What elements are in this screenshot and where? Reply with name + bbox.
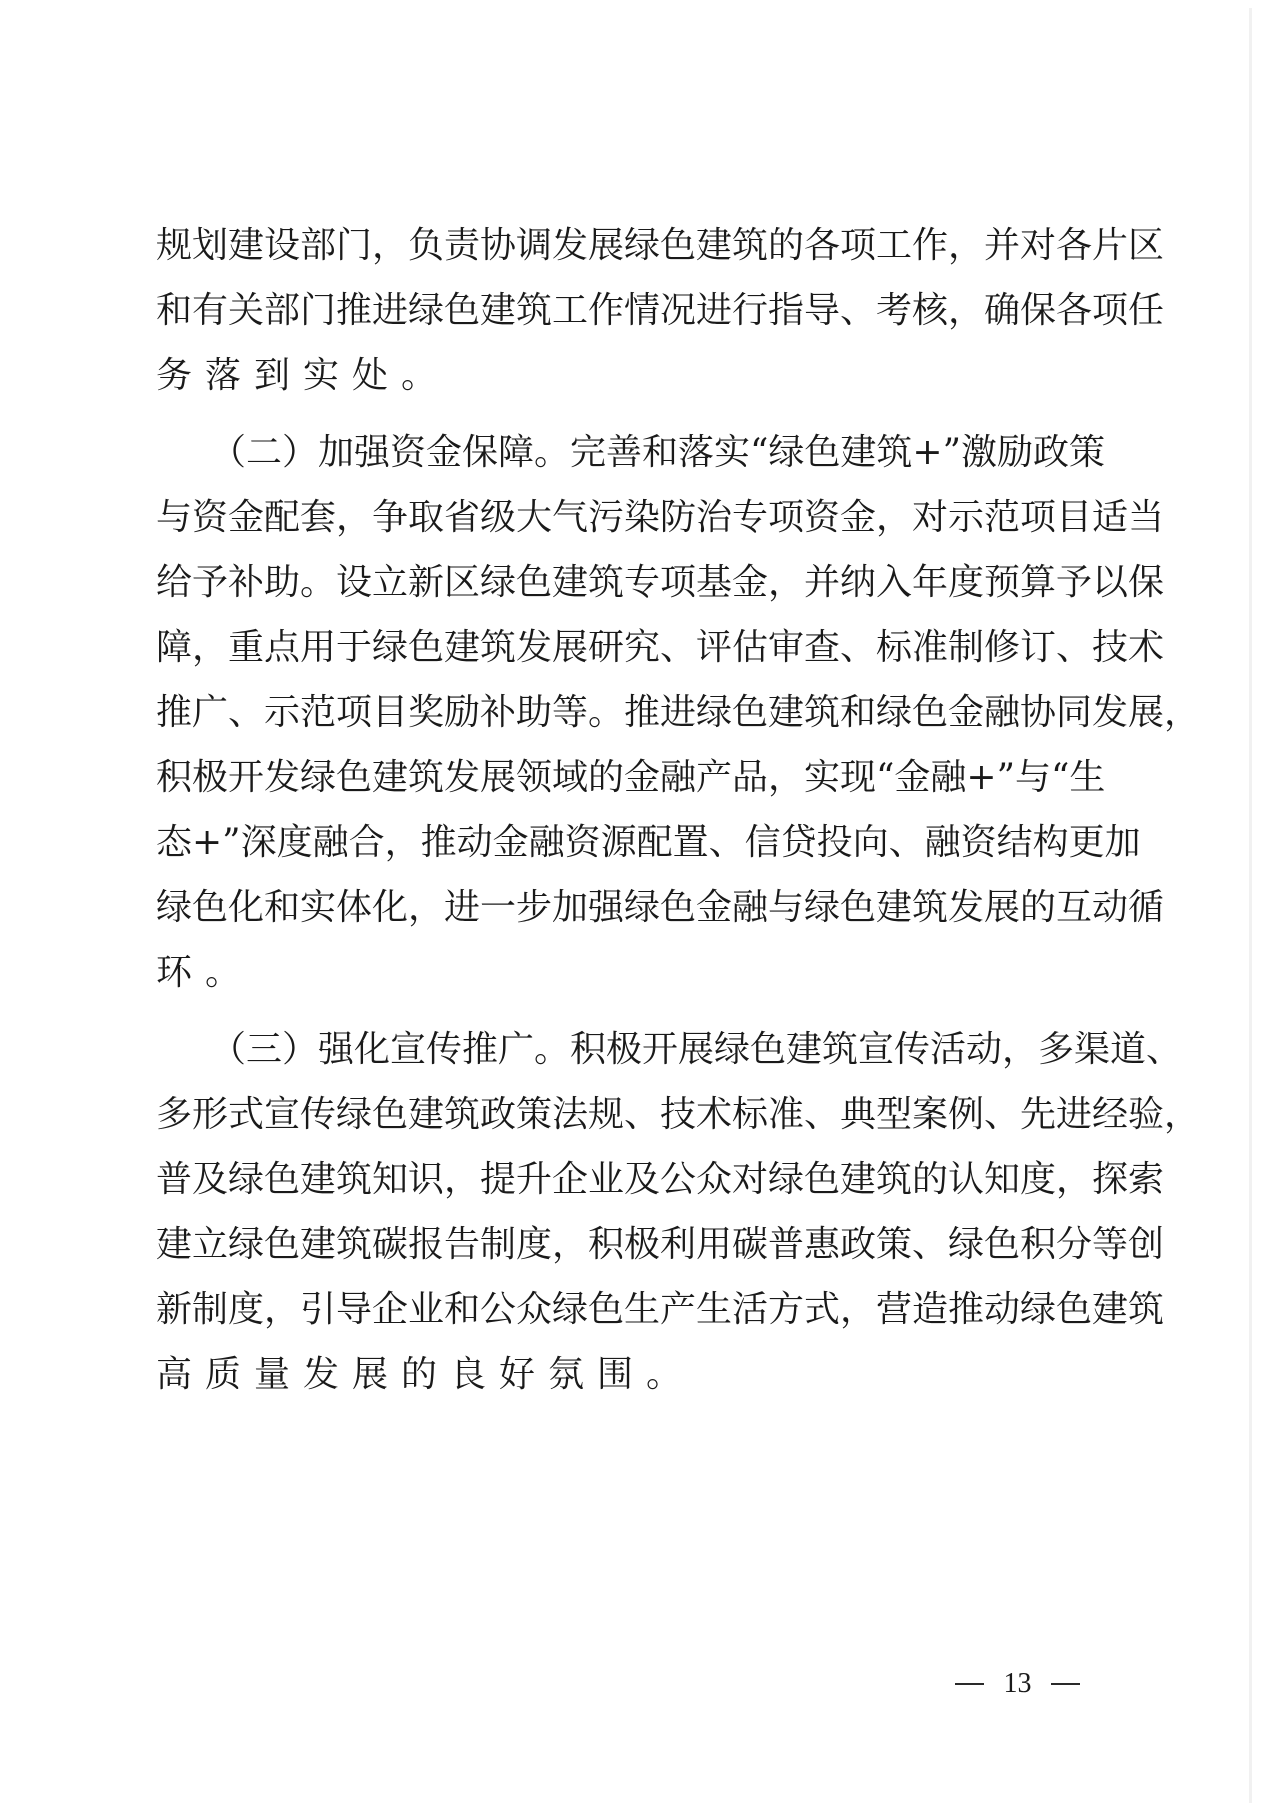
text-line <box>156 559 1165 624</box>
text-line <box>156 949 1098 1014</box>
text-line-content: 环。 <box>156 952 255 993</box>
text-line <box>156 1156 1165 1221</box>
text-line-content: （二）加强资金保障。完善和落实“绿色建筑+”激励政策 <box>156 432 1105 473</box>
paragraph-gap <box>156 417 1098 429</box>
text-line-content: 建立绿色建筑碳报告制度，积极利用碳普惠政策、绿色积分等创 <box>156 1224 1165 1265</box>
text-line <box>156 1221 1165 1286</box>
text-line-content: 绿色化和实体化，进一步加强绿色金融与绿色建筑发展的互动循 <box>156 887 1165 928</box>
paragraph-gap <box>156 1014 1098 1026</box>
paragraph-2-funding-guarantee <box>156 429 1201 1014</box>
text-line-content: 规划建设部门，负责协调发展绿色建筑的各项工作，并对各片区 <box>156 225 1165 266</box>
text-line-content: 推广、示范项目奖励补助等。推进绿色建筑和绿色金融协同发展， <box>156 692 1201 733</box>
page-number <box>955 1664 1080 1704</box>
text-line-content: 态+”深度融合，推动金融资源配置、信贷投向、融资结构更加 <box>156 822 1141 863</box>
paragraph-1 <box>156 222 1165 417</box>
text-line-content: 障，重点用于绿色建筑发展研究、评估审查、标准制修订、技术 <box>156 627 1165 668</box>
text-line <box>156 1026 1183 1091</box>
text-line-content: 多形式宣传绿色建筑政策法规、技术标准、典型案例、先进经验， <box>156 1094 1201 1135</box>
text-line-content: 给予补助。设立新区绿色建筑专项基金，并纳入年度预算予以保 <box>156 562 1165 603</box>
text-line <box>156 222 1165 287</box>
text-line <box>156 429 1105 494</box>
dash-right-icon <box>1051 1683 1080 1685</box>
text-line <box>156 819 1141 884</box>
page-margin <box>1252 0 1280 1810</box>
paragraph-3-publicity <box>156 1026 1201 1416</box>
document-body <box>156 222 1201 1416</box>
text-line-content: 高质量发展的良好氛围。 <box>156 1354 696 1395</box>
text-line <box>156 689 1201 754</box>
dash-left-icon <box>955 1683 984 1685</box>
text-line-content: 积极开发绿色建筑发展领域的金融产品，实现“金融+”与“生 <box>156 757 1106 798</box>
text-line <box>156 352 1098 417</box>
text-line-content: 和有关部门推进绿色建筑工作情况进行指导、考核，确保各项任 <box>156 290 1165 331</box>
text-line <box>156 1091 1201 1156</box>
text-line-content: （三）强化宣传推广。积极开展绿色建筑宣传活动，多渠道、 <box>156 1029 1183 1070</box>
text-line <box>156 624 1165 689</box>
text-line <box>156 884 1165 949</box>
text-line-content: 与资金配套，争取省级大气污染防治专项资金，对示范项目适当 <box>156 497 1165 538</box>
text-line-content: 新制度，引导企业和公众绿色生产生活方式，营造推动绿色建筑 <box>156 1289 1165 1330</box>
text-line <box>156 287 1165 352</box>
text-line-content: 普及绿色建筑知识，提升企业及公众对绿色建筑的认知度，探索 <box>156 1159 1165 1200</box>
page-number-value: 13 <box>1003 1668 1032 1699</box>
text-line-content: 务落到实处。 <box>156 355 451 396</box>
text-line <box>156 1286 1165 1351</box>
text-line <box>156 1351 1098 1416</box>
text-line <box>156 494 1165 559</box>
text-line <box>156 754 1106 819</box>
